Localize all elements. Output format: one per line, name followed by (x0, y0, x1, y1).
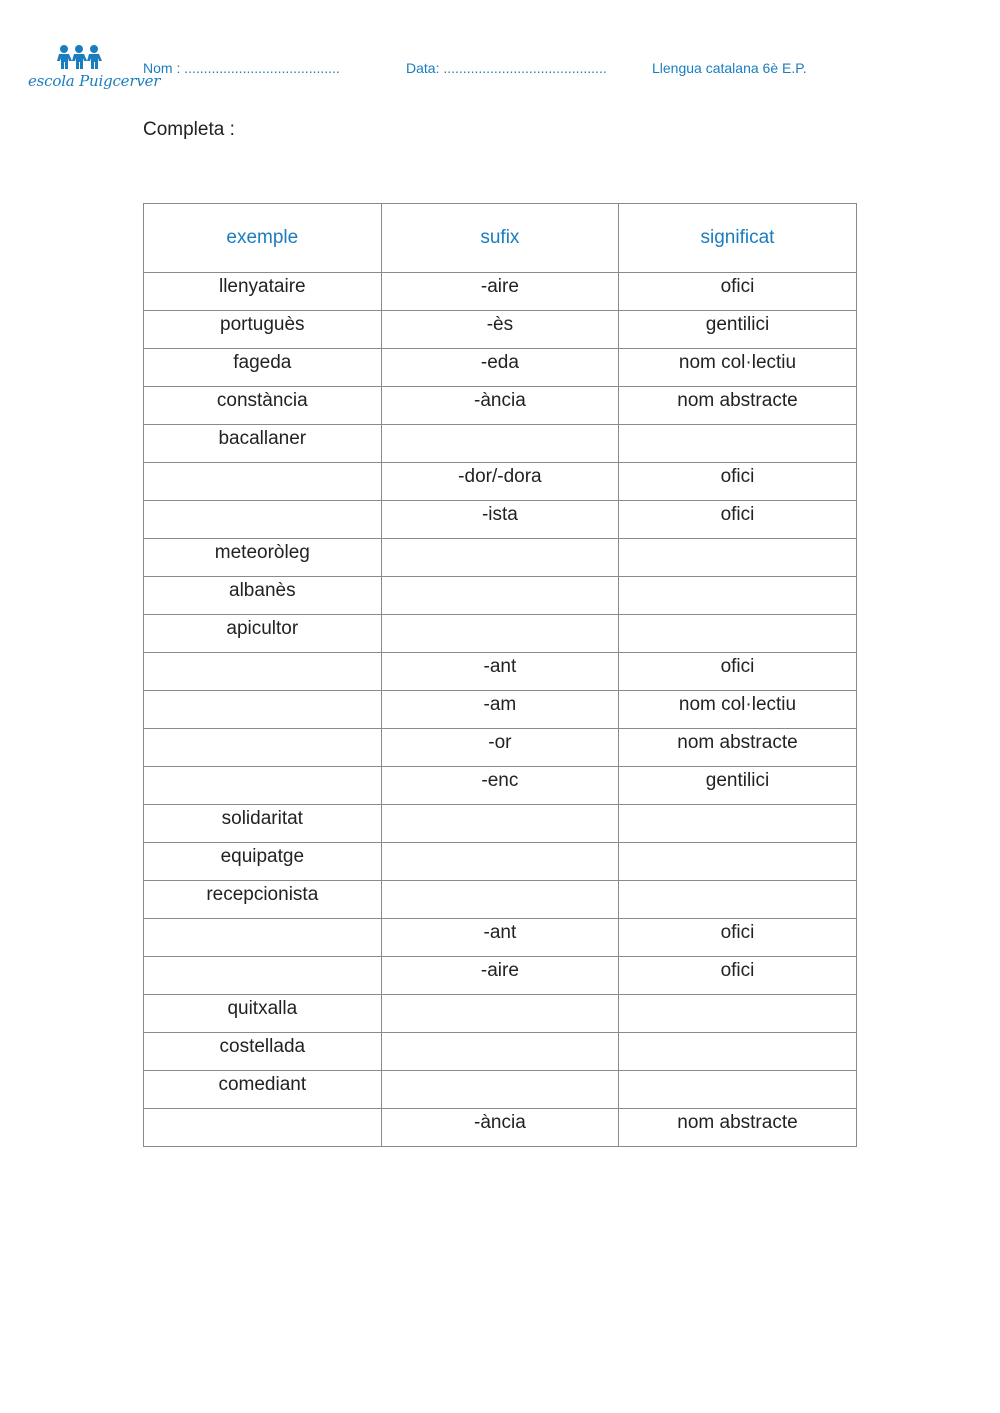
cell-sufix: -aire (381, 273, 619, 311)
cell-sufix[interactable] (381, 843, 619, 881)
cell-significat[interactable] (619, 1033, 857, 1071)
cell-significat[interactable] (619, 805, 857, 843)
cell-exemple[interactable] (144, 957, 382, 995)
table-row (144, 1033, 857, 1071)
table-row (144, 1071, 857, 1109)
cell-significat: nom abstracte (619, 1109, 857, 1147)
column-header-exemple: exemple (144, 204, 382, 273)
cell-significat: nom col·lectiu (619, 349, 857, 387)
cell-significat: ofici (619, 273, 857, 311)
cell-sufix: -ant (381, 653, 619, 691)
cell-sufix: -ància (381, 387, 619, 425)
subject-label: Llengua catalana 6è E.P. (652, 60, 807, 76)
cell-exemple: albanès (144, 577, 382, 615)
cell-significat: nom col·lectiu (619, 691, 857, 729)
table-row (144, 539, 857, 577)
cell-sufix[interactable] (381, 539, 619, 577)
table-row (144, 843, 857, 881)
cell-sufix: -ància (381, 1109, 619, 1147)
cell-sufix: -ista (381, 501, 619, 539)
table-row (144, 653, 857, 691)
table-row (144, 463, 857, 501)
table-header-row (144, 204, 857, 273)
cell-significat[interactable] (619, 995, 857, 1033)
instruction-text: Completa : (143, 119, 235, 140)
cell-exemple: bacallaner (144, 425, 382, 463)
cell-significat[interactable] (619, 1071, 857, 1109)
table-row (144, 577, 857, 615)
cell-sufix[interactable] (381, 615, 619, 653)
cell-exemple[interactable] (144, 653, 382, 691)
table-row (144, 501, 857, 539)
table-row (144, 349, 857, 387)
cell-exemple[interactable] (144, 919, 382, 957)
name-field[interactable]: Nom : ........................................ (143, 60, 340, 76)
cell-exemple: recepcionista (144, 881, 382, 919)
cell-exemple: meteoròleg (144, 539, 382, 577)
table-row (144, 995, 857, 1033)
cell-sufix[interactable] (381, 425, 619, 463)
table-row (144, 387, 857, 425)
school-logo (26, 44, 161, 98)
cell-sufix[interactable] (381, 1071, 619, 1109)
cell-significat: ofici (619, 957, 857, 995)
cell-exemple: solidaritat (144, 805, 382, 843)
cell-sufix: -am (381, 691, 619, 729)
table-row (144, 805, 857, 843)
cell-significat: gentilici (619, 311, 857, 349)
cell-exemple: equipatge (144, 843, 382, 881)
cell-exemple[interactable] (144, 501, 382, 539)
cell-sufix: -dor/-dora (381, 463, 619, 501)
cell-sufix: -ès (381, 311, 619, 349)
cell-sufix: -ant (381, 919, 619, 957)
cell-significat[interactable] (619, 539, 857, 577)
table-row (144, 957, 857, 995)
cell-exemple: llenyataire (144, 273, 382, 311)
suffix-table (143, 203, 857, 1147)
column-header-significat: significat (619, 204, 857, 273)
cell-significat: ofici (619, 501, 857, 539)
cell-significat: ofici (619, 919, 857, 957)
cell-exemple: costellada (144, 1033, 382, 1071)
table-row (144, 425, 857, 463)
children-figures-icon (26, 44, 132, 70)
cell-significat[interactable] (619, 615, 857, 653)
table-row (144, 1109, 857, 1147)
table-row (144, 767, 857, 805)
table-row (144, 881, 857, 919)
table-row (144, 919, 857, 957)
table-body (144, 273, 857, 1147)
table-row (144, 729, 857, 767)
table-row (144, 691, 857, 729)
cell-significat[interactable] (619, 843, 857, 881)
cell-exemple[interactable] (144, 1109, 382, 1147)
cell-exemple[interactable] (144, 463, 382, 501)
table-row (144, 273, 857, 311)
cell-exemple: comediant (144, 1071, 382, 1109)
table-row (144, 311, 857, 349)
cell-exemple[interactable] (144, 691, 382, 729)
cell-exemple: portuguès (144, 311, 382, 349)
cell-significat: ofici (619, 463, 857, 501)
date-field[interactable]: Data: .......................................... (406, 60, 607, 76)
cell-sufix[interactable] (381, 881, 619, 919)
column-header-sufix: sufix (381, 204, 619, 273)
cell-sufix: -eda (381, 349, 619, 387)
cell-significat[interactable] (619, 881, 857, 919)
cell-significat: ofici (619, 653, 857, 691)
cell-significat[interactable] (619, 577, 857, 615)
cell-significat: gentilici (619, 767, 857, 805)
cell-significat: nom abstracte (619, 387, 857, 425)
cell-sufix: -aire (381, 957, 619, 995)
cell-sufix[interactable] (381, 1033, 619, 1071)
logo-text: escola Puigcerver (28, 72, 161, 90)
cell-exemple: apicultor (144, 615, 382, 653)
cell-significat[interactable] (619, 425, 857, 463)
cell-exemple[interactable] (144, 729, 382, 767)
cell-sufix: -enc (381, 767, 619, 805)
cell-sufix[interactable] (381, 577, 619, 615)
cell-significat: nom abstracte (619, 729, 857, 767)
cell-exemple: fageda (144, 349, 382, 387)
cell-exemple: quitxalla (144, 995, 382, 1033)
table-row (144, 615, 857, 653)
cell-sufix[interactable] (381, 995, 619, 1033)
cell-exemple: constància (144, 387, 382, 425)
cell-sufix[interactable] (381, 805, 619, 843)
cell-exemple[interactable] (144, 767, 382, 805)
cell-sufix: -or (381, 729, 619, 767)
